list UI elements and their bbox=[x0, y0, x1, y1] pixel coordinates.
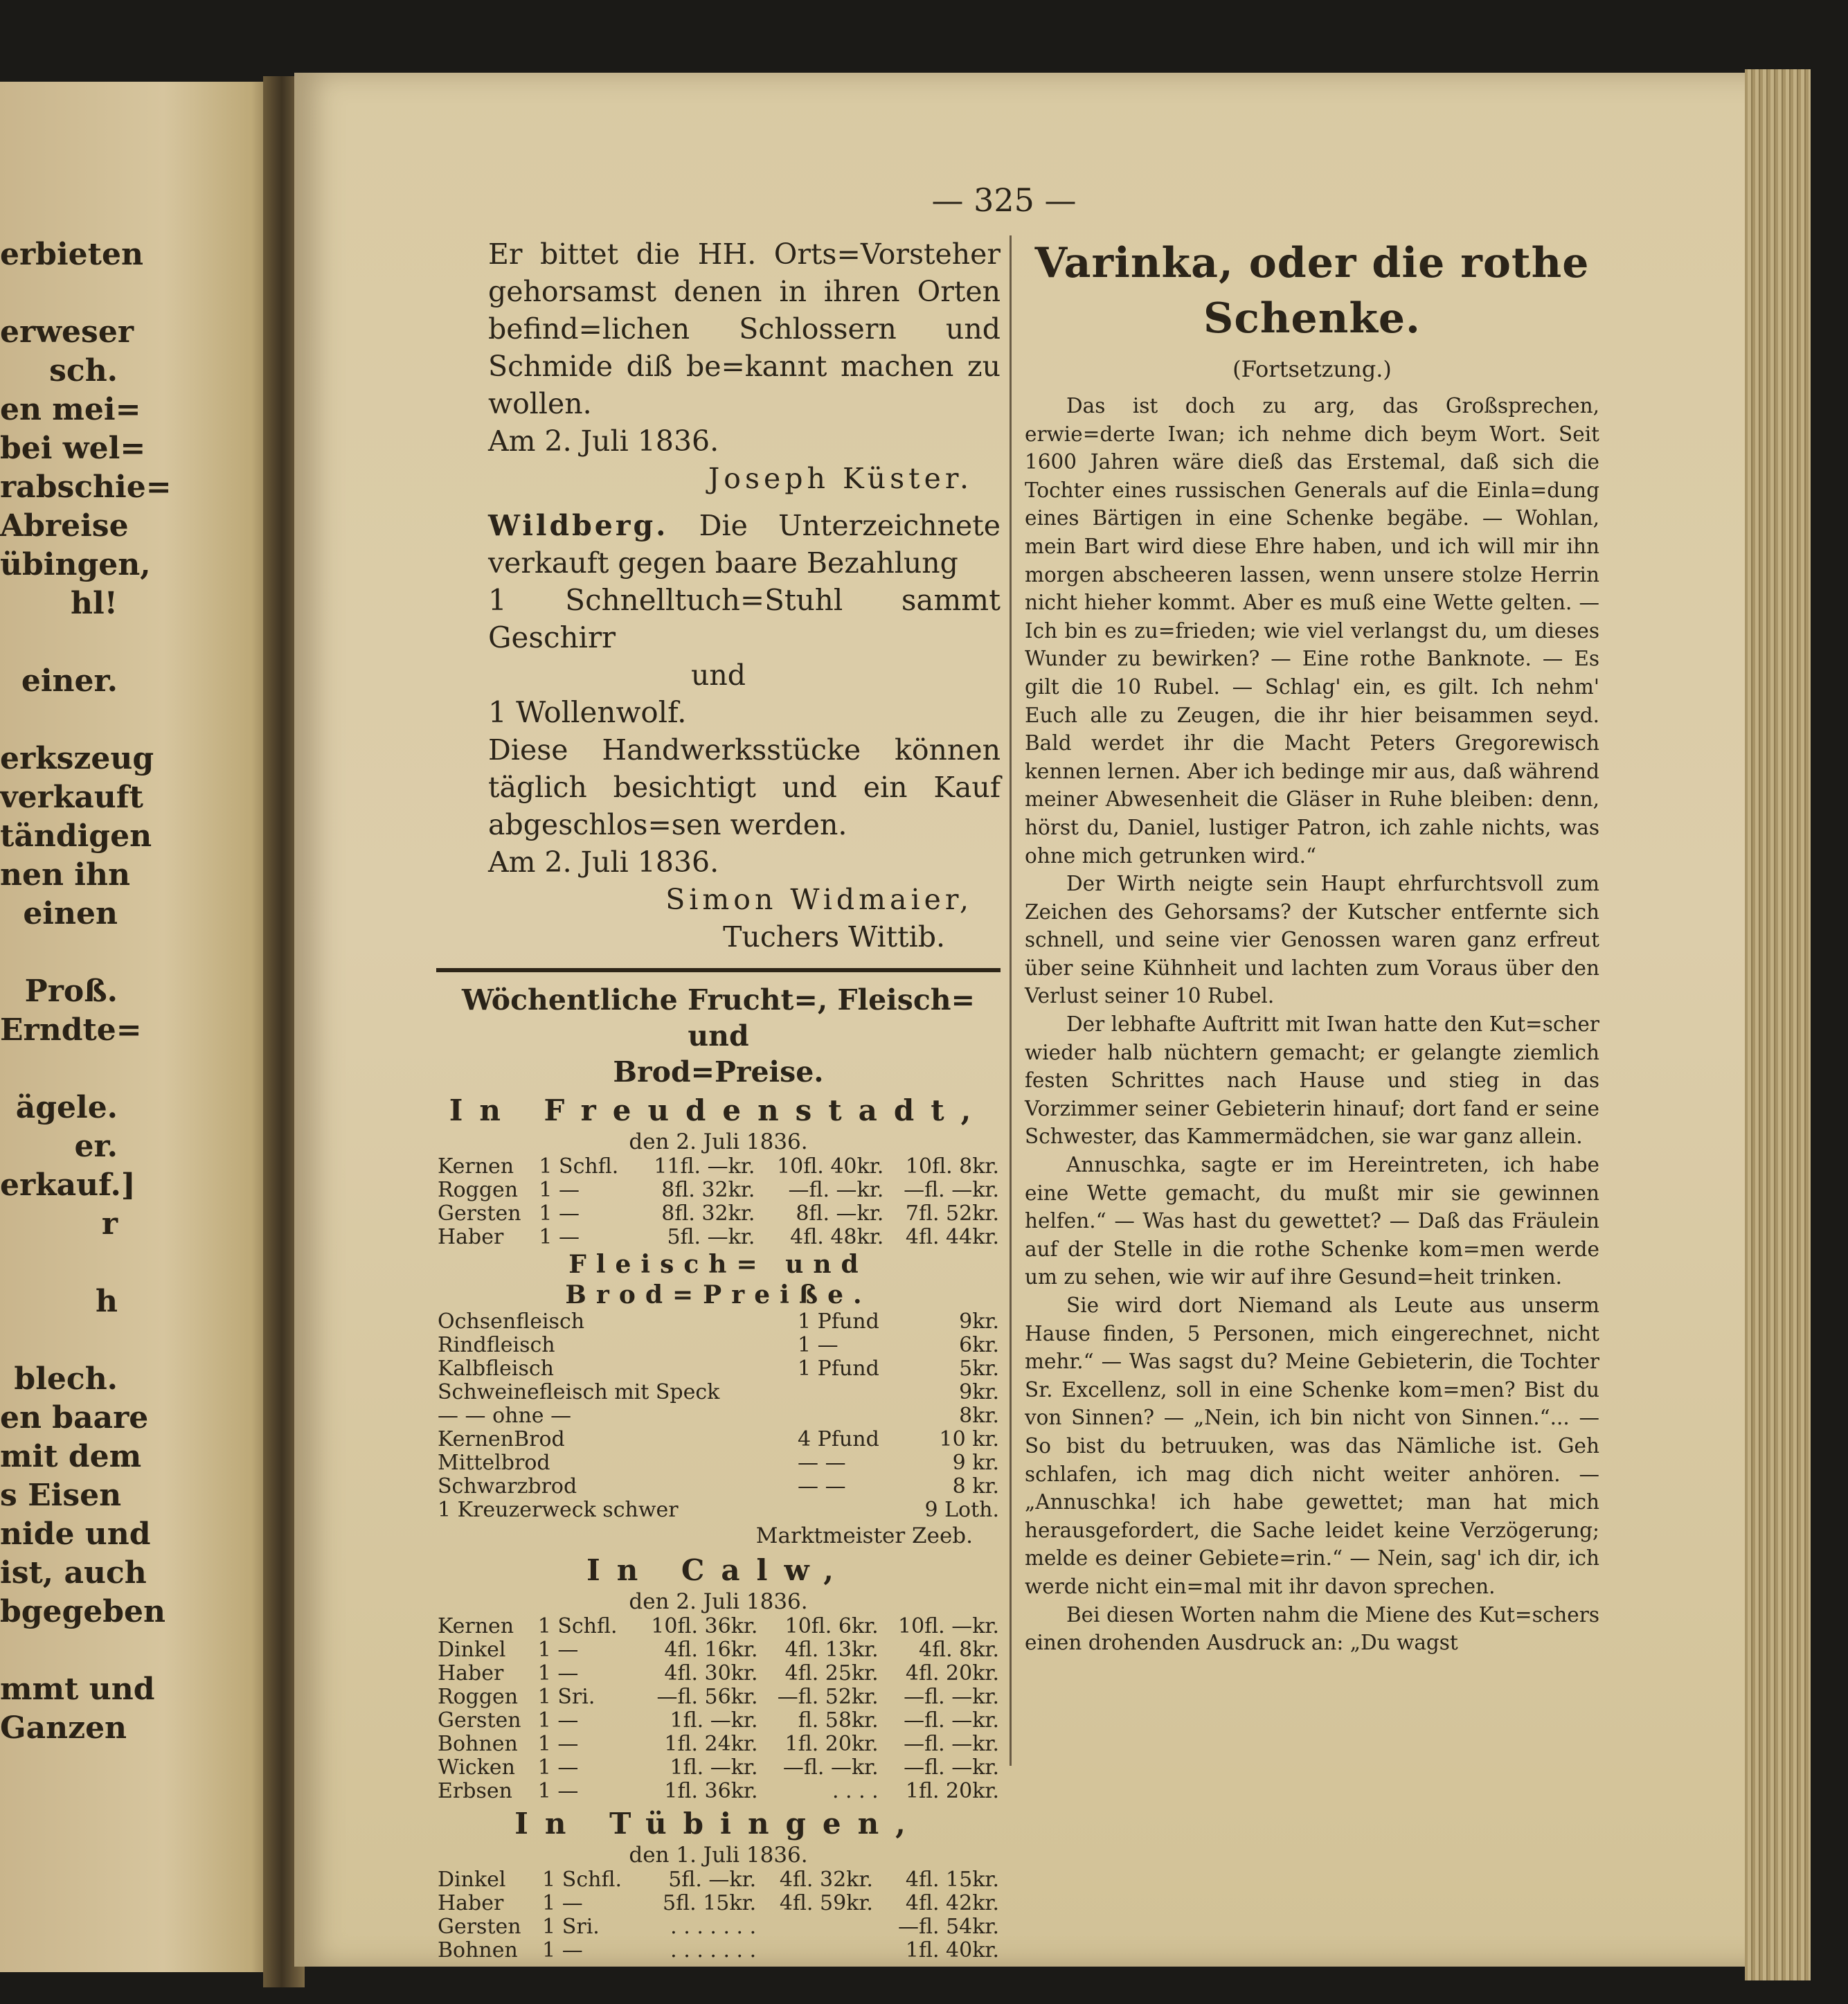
table-cell: 5fl. —kr. bbox=[667, 1225, 755, 1249]
table-cell: 4fl. 30kr. bbox=[664, 1661, 758, 1685]
table-cell: 4fl. 44kr. bbox=[905, 1225, 999, 1249]
left-page-fragment: rabschie= bbox=[0, 469, 172, 505]
left-page-fragment bbox=[0, 701, 118, 740]
table-row bbox=[436, 1475, 1001, 1498]
table-row bbox=[436, 1709, 1001, 1733]
notice-item: 1 Schnelltuch=Stuhl sammt Geschirr bbox=[488, 583, 1001, 654]
table-cell: —fl. —kr. bbox=[788, 1178, 884, 1202]
table-cell: 4fl. 15kr. bbox=[905, 1868, 999, 1892]
table-cell: Schweinefleisch mit Speck bbox=[438, 1380, 720, 1404]
table-cell: 1 — bbox=[537, 1732, 579, 1756]
left-page-fragment: ägele. bbox=[15, 1090, 118, 1125]
table-cell: 10fl. 8kr. bbox=[905, 1154, 999, 1179]
table-row bbox=[436, 1357, 1001, 1381]
table-cell: 1fl. 36kr. bbox=[664, 1779, 758, 1803]
table-cell: 1 Sri. bbox=[542, 1915, 600, 1939]
table-cell: 9 Loth. bbox=[924, 1498, 999, 1522]
price-title: Brod=Preise. bbox=[613, 1055, 824, 1089]
left-page-fragment: ist, auch bbox=[0, 1555, 147, 1591]
market-place-tuebingen: In Tübingen, bbox=[514, 1807, 922, 1841]
table-cell: 10fl. 36kr. bbox=[651, 1614, 758, 1638]
story-body bbox=[1025, 392, 1599, 1657]
table-cell: 1 — bbox=[537, 1708, 579, 1733]
left-page-fragment: erkszeug bbox=[0, 741, 154, 776]
table-cell: 1fl. 24kr. bbox=[664, 1732, 758, 1756]
table-cell bbox=[757, 1939, 874, 1962]
left-page-fragment: verkauft bbox=[0, 780, 143, 815]
left-page-fragment: erkauf.] bbox=[0, 1167, 136, 1203]
table-cell: 10fl. 40kr. bbox=[777, 1154, 884, 1179]
table-cell: . . . . bbox=[832, 1779, 879, 1803]
meat-price-table bbox=[436, 1310, 1001, 1522]
table-cell: 10fl. —kr. bbox=[897, 1614, 999, 1638]
notice-und: und bbox=[690, 659, 746, 692]
left-page-fragment bbox=[0, 623, 118, 662]
story-subtitle: (Fortsetzung.) bbox=[1232, 356, 1392, 382]
table-cell: Mittelbrod bbox=[438, 1451, 550, 1475]
table-row bbox=[436, 1334, 1001, 1357]
table-cell: Gersten bbox=[438, 1708, 521, 1733]
page-edges bbox=[1745, 69, 1811, 1980]
left-page-fragment: s Eisen bbox=[0, 1478, 122, 1513]
table-cell: 5fl. 15kr. bbox=[663, 1891, 757, 1915]
table-row bbox=[436, 1615, 1001, 1638]
table-row bbox=[436, 1915, 1001, 1939]
table-row bbox=[436, 1404, 1001, 1428]
table-cell: 1 — bbox=[539, 1178, 580, 1202]
table-cell: 8 kr. bbox=[952, 1474, 999, 1498]
table-cell: Dinkel bbox=[438, 1638, 506, 1662]
table-cell: 4fl. 32kr. bbox=[779, 1868, 873, 1892]
notice-text: Er bittet die HH. Orts=Vorsteher gehorsamst denen in ihren Orten befind=lichen Schlossern und Schmide diß be=kannt machen zu wollen. bbox=[488, 238, 1001, 420]
story-paragraph: Annuschka, sagte er im Hereintreten, ich habe eine Wette gemacht, du mußt mir sie gewinnen helfen.“ — Was hast du gewettet? — Daß das Fräulein auf der Stelle in die rothe Schenke kom=men werde um zu sehen, wie wir auf ihre Gesund=heit trinken. bbox=[1025, 1153, 1599, 1289]
left-column bbox=[436, 235, 1001, 1962]
table-cell: 1 — bbox=[798, 1333, 838, 1357]
notice-text: Die Unterzeichnete verkauft gegen baare Bezahlung bbox=[488, 509, 1001, 580]
left-page-fragment bbox=[0, 1631, 118, 1670]
table-cell: 8kr. bbox=[959, 1404, 999, 1428]
table-row bbox=[436, 1685, 1001, 1709]
table-cell: Roggen bbox=[438, 1178, 519, 1202]
left-page-fragment bbox=[0, 1050, 118, 1089]
table-row bbox=[436, 1780, 1001, 1803]
table-cell: 5fl. —kr. bbox=[668, 1868, 757, 1892]
table-cell: 4fl. 13kr. bbox=[784, 1638, 879, 1662]
table-cell: 4fl. 16kr. bbox=[664, 1638, 758, 1662]
table-cell: 1 — bbox=[537, 1779, 579, 1803]
table-row bbox=[436, 1662, 1001, 1685]
left-page-fragment: sch. bbox=[49, 353, 118, 388]
table-cell: —fl. 52kr. bbox=[777, 1685, 879, 1709]
table-cell: Kernen bbox=[438, 1154, 514, 1179]
story-paragraph: Sie wird dort Niemand als Leute aus unserm Hause finden, 5 Personen, mich eingerechnet, nicht mehr.“ — Was sagst du? Meine Gebieterin, die Tochter Sr. Excellenz, soll in eine Schenke kom=men? Bist du von Sinnen? — „Nein, ich bin nicht von Sinnen.“... — So bist du betruuken, was das Nämliche ist. Geh schlafen, ich mag dich nicht weiter anhören. — „Annuschka! ich habe gewettet; man hat mich herausgefordert, die Sache leidet keine Verzögerung; melde es deiner Gebiete=rin.“ — Nein, sag' ich dir, ich werde nicht ein=mal mit ihr davon sprechen. bbox=[1025, 1294, 1599, 1598]
left-page-fragment: r bbox=[101, 1206, 118, 1242]
left-page-fragment: erweser bbox=[0, 314, 134, 350]
table-cell: Haber bbox=[438, 1891, 504, 1915]
grain-price-table bbox=[436, 1615, 1001, 1803]
table-row bbox=[436, 1892, 1001, 1915]
table-cell: Bohnen bbox=[438, 1732, 518, 1756]
table-cell: 1 Schfl. bbox=[537, 1614, 618, 1638]
table-cell: 1 — bbox=[539, 1225, 580, 1249]
notice-item: 1 Wollenwolf. bbox=[488, 695, 687, 729]
table-cell: KernenBrod bbox=[438, 1427, 565, 1451]
table-cell: — — bbox=[798, 1474, 846, 1498]
table-cell: — — ohne — bbox=[438, 1404, 572, 1428]
market-date: den 2. Juli 1836. bbox=[629, 1129, 808, 1154]
notice-signature: Tuchers Wittib. bbox=[723, 920, 945, 954]
table-cell: Wicken bbox=[438, 1755, 515, 1780]
table-cell: 11fl. —kr. bbox=[654, 1154, 755, 1179]
table-row bbox=[436, 1226, 1001, 1249]
left-page-fragment: bei wel= bbox=[0, 431, 146, 466]
table-cell: —fl. 56kr. bbox=[656, 1685, 758, 1709]
left-page-fragment: Abreise bbox=[0, 508, 129, 544]
table-row bbox=[436, 1381, 1001, 1404]
left-page-fragment: mit dem bbox=[0, 1439, 142, 1474]
left-page-fragment: einen bbox=[23, 896, 118, 931]
table-cell: —fl. —kr. bbox=[904, 1732, 999, 1756]
table-cell: 8fl. —kr. bbox=[796, 1201, 884, 1226]
table-cell: Rindfleisch bbox=[438, 1333, 555, 1357]
table-row bbox=[436, 1451, 1001, 1475]
table-cell: 4fl. 42kr. bbox=[905, 1891, 999, 1915]
table-cell: 7fl. 52kr. bbox=[905, 1201, 999, 1226]
left-page-fragment: nide und bbox=[0, 1517, 151, 1552]
left-page-fragment: tändigen bbox=[0, 818, 152, 854]
left-page-fragment: mmt und bbox=[0, 1672, 155, 1707]
table-cell: 9kr. bbox=[959, 1380, 999, 1404]
left-page-fragment: Erndte= bbox=[0, 1012, 142, 1048]
left-page-fragment: bgegeben bbox=[0, 1594, 166, 1629]
table-row bbox=[436, 1939, 1001, 1962]
left-page-text-fragments bbox=[0, 235, 172, 1748]
table-cell: 4fl. 20kr. bbox=[905, 1661, 999, 1685]
table-row bbox=[436, 1868, 1001, 1892]
table-cell: Gersten bbox=[438, 1201, 521, 1226]
table-cell: —fl. —kr. bbox=[904, 1708, 999, 1733]
left-page-fragment: Proß. bbox=[24, 974, 118, 1009]
table-cell: 4fl. 59kr. bbox=[779, 1891, 873, 1915]
table-cell: 1 — bbox=[537, 1638, 579, 1662]
page-number: — 325 — bbox=[931, 181, 1077, 219]
table-cell: . . . . . . . bbox=[670, 1915, 757, 1939]
table-cell: Haber bbox=[438, 1661, 504, 1685]
table-cell: Roggen bbox=[438, 1685, 519, 1709]
table-cell: 1fl. 20kr. bbox=[905, 1779, 999, 1803]
market-date: den 2. Juli 1836. bbox=[629, 1589, 808, 1614]
story-paragraph: Bei diesen Worten nahm die Miene des Kut=schers einen drohenden Ausdruck an: „Du wagst bbox=[1025, 1602, 1599, 1655]
left-page-fragment: einer. bbox=[21, 663, 118, 699]
price-report bbox=[436, 982, 1001, 1962]
table-cell: 1 Schfl. bbox=[542, 1868, 622, 1892]
table-cell: 1 Schfl. bbox=[539, 1154, 619, 1179]
left-page-fragment: en baare bbox=[0, 1400, 149, 1435]
notice-signature: Joseph Küster. bbox=[708, 462, 973, 495]
table-cell bbox=[796, 1498, 903, 1522]
table-row bbox=[436, 1428, 1001, 1451]
left-page-fragment: en mei= bbox=[0, 392, 141, 427]
left-page-fragment bbox=[0, 1321, 118, 1360]
notice-text: Diese Handwerksstücke können täglich besichtigt und ein Kauf abgeschlos=sen werden. bbox=[488, 733, 1001, 841]
table-cell: 9kr. bbox=[959, 1309, 999, 1334]
table-cell: 6kr. bbox=[959, 1333, 999, 1357]
table-cell: —fl. —kr. bbox=[904, 1178, 999, 1202]
story-title: Varinka, oder die rothe Schenke. bbox=[1034, 239, 1590, 343]
left-page-fragment: Ganzen bbox=[0, 1710, 127, 1746]
left-page-fragment: h bbox=[96, 1284, 118, 1319]
table-cell: 1 — bbox=[539, 1201, 580, 1226]
table-cell: Kalbfleisch bbox=[438, 1357, 554, 1381]
table-cell: . . . . . . . bbox=[670, 1938, 757, 1962]
notice-signature: Simon Widmaier, bbox=[665, 883, 973, 916]
table-cell: Kernen bbox=[438, 1614, 514, 1638]
table-cell: 1 Pfund bbox=[798, 1357, 879, 1381]
table-cell: 1 — bbox=[542, 1938, 583, 1962]
market-place-freudenstadt: In Freudenstadt, bbox=[449, 1093, 988, 1127]
table-cell: 1 Sri. bbox=[537, 1685, 595, 1709]
meat-price-heading: Fleisch= und Brod=Preiße. bbox=[565, 1250, 872, 1309]
table-cell: Bohnen bbox=[438, 1938, 518, 1962]
table-cell: 1fl. —kr. bbox=[670, 1755, 758, 1780]
notice-body bbox=[436, 507, 1001, 582]
table-cell: — — bbox=[798, 1451, 846, 1475]
table-row bbox=[436, 1179, 1001, 1202]
left-page-fragment bbox=[0, 274, 118, 313]
table-cell: 1fl. 20kr. bbox=[784, 1732, 879, 1756]
table-cell bbox=[757, 1915, 874, 1939]
table-cell: 1 — bbox=[537, 1661, 579, 1685]
table-cell: 5kr. bbox=[959, 1357, 999, 1381]
table-cell: 8fl. 32kr. bbox=[661, 1201, 755, 1226]
left-page-fragment bbox=[0, 1244, 118, 1282]
notice-widmaier bbox=[436, 507, 1001, 956]
table-cell: —fl. 54kr. bbox=[897, 1915, 999, 1939]
price-title: Wöchentliche Frucht=, Fleisch= und bbox=[462, 983, 975, 1053]
notice-date: Am 2. Juli 1836. bbox=[488, 846, 719, 879]
table-cell: 1fl. —kr. bbox=[670, 1708, 758, 1733]
table-row bbox=[436, 1756, 1001, 1780]
table-cell: Schwarzbrod bbox=[438, 1474, 577, 1498]
left-page-fragment bbox=[0, 933, 118, 972]
table-cell: 10 kr. bbox=[939, 1427, 999, 1451]
left-page-fragment: übingen, bbox=[0, 547, 151, 582]
table-cell: 1fl. 40kr. bbox=[905, 1938, 999, 1962]
market-date: den 1. Juli 1836. bbox=[629, 1843, 808, 1868]
left-page-fragment: blech. bbox=[14, 1361, 118, 1397]
table-cell: 1 — bbox=[537, 1755, 579, 1780]
story-paragraph: Der Wirth neigte sein Haupt ehrfurchtsvoll zum Zeichen des Gehorsams? der Kutscher entfernte sich schnell, und seine vier Genossen waren ganz erfreut über seine Kühnheit und lachten zum Voraus über den Verlust seiner 10 Rubel. bbox=[1025, 872, 1599, 1008]
table-cell: 4fl. 48kr. bbox=[790, 1225, 884, 1249]
table-cell: 1 — bbox=[542, 1891, 583, 1915]
left-page-fragment: hl! bbox=[70, 586, 118, 621]
table-cell: 1 Kreuzerweck schwer bbox=[438, 1498, 679, 1522]
table-cell: Haber bbox=[438, 1225, 504, 1249]
table-cell: 1 Pfund bbox=[798, 1309, 879, 1334]
table-cell: —fl. —kr. bbox=[782, 1755, 879, 1780]
grain-price-table bbox=[436, 1155, 1001, 1249]
table-row bbox=[436, 1155, 1001, 1179]
table-cell: 4 Pfund bbox=[798, 1427, 879, 1451]
left-page-fragment: nen ihn bbox=[0, 857, 130, 893]
story-paragraph: Das ist doch zu arg, das Großsprechen, erwie=derte Iwan; ich nehme dich beym Wort. Seit 1600 Jahren wäre dieß das Erstemal, daß sich die Tochter eines russischen Generals auf die Einla=dung eines Bärtigen in eine Schenke begäbe. — Wohlan, mein Bart wird diese Ehre haben, und ich will mir ihn morgen abscheeren lassen, wenn unsere stolze Herrin nicht hieher kommt. Aber es muß eine Wette gelten. — Ich bin es zu=frieden; wie viel verlangst du, um dieses Wunder zu bewirken? — Eine rothe Banknote. — Es gilt die 10 Rubel. — Schlag' ein, es gilt. Ich nehm' Euch alle zu Zeugen, die ihr hier beisammen seyd. Bald werdet ihr die Macht Peters Gregorewisch kennen lernen. Aber ich bedinge mir aus, daß während meiner Abwesenheit die Gläser in Ruhe bleiben: denn, hörst du, Daniel, lustiger Patron, ich zahle nichts, was ohne mich getrunken wird.“ bbox=[1025, 394, 1599, 868]
left-page-fragment: er. bbox=[74, 1129, 118, 1164]
section-rule bbox=[436, 968, 1001, 972]
table-cell: 8fl. 32kr. bbox=[661, 1178, 755, 1202]
table-cell bbox=[796, 1404, 903, 1428]
table-cell: —fl. —kr. bbox=[904, 1685, 999, 1709]
table-cell: Gersten bbox=[438, 1915, 521, 1939]
notice-place: Wildberg. bbox=[488, 509, 669, 542]
table-cell bbox=[796, 1381, 903, 1404]
market-master-signature: Marktmeister Zeeb. bbox=[755, 1523, 973, 1548]
left-page-fragment: erbieten bbox=[0, 237, 143, 272]
notice-date: Am 2. Juli 1836. bbox=[488, 424, 719, 458]
table-row bbox=[436, 1733, 1001, 1756]
story-paragraph: Der lebhafte Auftritt mit Iwan hatte den Kut=scher wieder halb nüchtern gemacht; er gelangte ziemlich festen Schrittes nach Hause und stieg in das Vorzimmer seiner Gebieterin hinauf; dort fand er seine Schwester, das Kammermädchen, sie war ganz allein. bbox=[1025, 1012, 1599, 1149]
table-cell: 10fl. 6kr. bbox=[784, 1614, 879, 1638]
table-cell: Erbsen bbox=[438, 1779, 512, 1803]
table-row bbox=[436, 1310, 1001, 1334]
table-cell: —fl. —kr. bbox=[904, 1755, 999, 1780]
grain-price-table bbox=[436, 1868, 1001, 1962]
column-rule bbox=[1010, 235, 1012, 1766]
table-cell: 4fl. 8kr. bbox=[918, 1638, 999, 1662]
table-row bbox=[436, 1498, 1001, 1522]
table-cell: fl. 58kr. bbox=[798, 1708, 879, 1733]
table-row bbox=[436, 1638, 1001, 1662]
notice-kuester bbox=[436, 235, 1001, 497]
table-cell: 9 kr. bbox=[952, 1451, 999, 1475]
table-row bbox=[436, 1202, 1001, 1226]
table-cell: 4fl. 25kr. bbox=[784, 1661, 879, 1685]
table-cell: Dinkel bbox=[438, 1868, 506, 1892]
table-cell: Ochsenfleisch bbox=[438, 1309, 585, 1334]
market-place-calw: In Calw, bbox=[586, 1553, 850, 1587]
right-column bbox=[1025, 235, 1599, 1657]
